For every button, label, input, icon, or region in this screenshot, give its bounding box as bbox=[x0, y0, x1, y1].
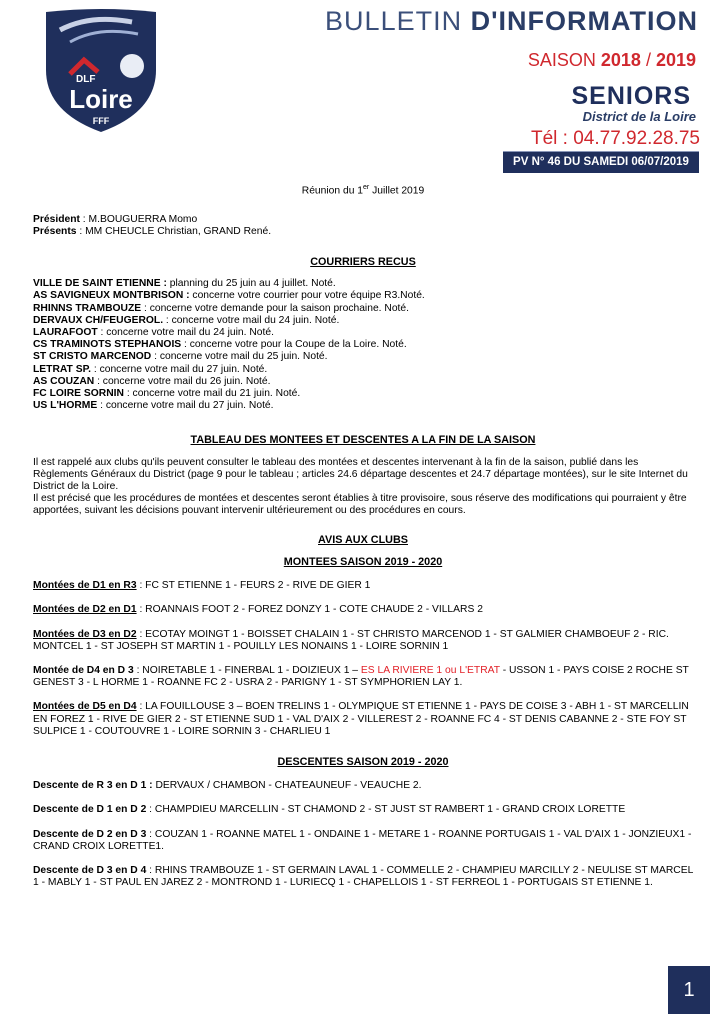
season-sep: / bbox=[640, 50, 656, 70]
avis-title: AVIS AUX CLUBS bbox=[318, 533, 408, 546]
president-line: Président : M.BOUGUERRA Momo bbox=[33, 213, 198, 225]
tableau-paragraph-2: Il est précisé que les procédures de montées et descentes seront établies à titre provisoire, sous réserve des modifications qui pourraient y être apportées, suivant les décisions pouvant intervenir ultérieurement ou des procédures en cours. bbox=[33, 493, 687, 517]
pv-number-band: PV N° 46 DU SAMEDI 06/07/2019 bbox=[503, 151, 699, 173]
courriers-title: COURRIERS RECUS bbox=[310, 256, 416, 269]
list-item: AS COUZAN : concerne votre mail du 26 juin. Noté. bbox=[33, 375, 271, 387]
montees-d2: Montées de D2 en D1 : ROANNAIS FOOT 2 - FOREZ DONZY 1 - COTE CHAUDE 2 - VILLARS 2 bbox=[33, 604, 483, 616]
list-item: AS SAVIGNEUX MONTBRISON : concerne votre courrier pour votre équipe R3.Noté. bbox=[33, 290, 425, 302]
list-item: US L'HORME : concerne votre mail du 27 juin. Noté. bbox=[33, 400, 274, 412]
list-item: FC LOIRE SORNIN : concerne votre mail du 21 juin. Noté. bbox=[33, 388, 301, 400]
bulletin-title bbox=[325, 6, 698, 37]
tableau-paragraph-1: Il est rappelé aux clubs qu'ils peuvent consulter le tableau des montées et descentes intervenant à la fin de la saison, publié dans les Règlements Généraux du District (page 9 pour le tableau ; articles 24.6 départage descentes et 24.7 départage montées), sur le site Internet du District de la Loire. bbox=[33, 456, 688, 493]
list-item: CS TRAMINOTS STEPHANOIS : concerne votre pour la Coupe de la Loire. Noté. bbox=[33, 339, 407, 351]
meeting-date: Réunion du 1er Juillet 2019 bbox=[301, 184, 425, 197]
district-logo bbox=[40, 8, 162, 134]
list-item: LETRAT SP. : concerne votre mail du 27 juin. Noté. bbox=[33, 363, 268, 375]
phone-number: Tél : 04.77.92.28.75 bbox=[530, 128, 700, 149]
montees-d1: Montées de D1 en R3 : FC ST ETIENNE 1 - FEURS 2 - RIVE DE GIER 1 bbox=[33, 580, 371, 592]
logo-text-bottom: FFF bbox=[92, 116, 110, 126]
title-bold: D'INFORMATION bbox=[470, 6, 698, 36]
montees-d4: Montée de D4 en D 3 : NOIRETABLE 1 - FINERBAL 1 - DOIZIEUX 1 – ES LA RIVIERE 1 ou L'ETRAT - USSON 1 - PAYS COISE 2 ROCHE ST GENEST 3 - L HORME 1 - ROANNE FC 2 - USRA 2 - PARIGNY 1 - ST SYMPHORIEN LAY 1. bbox=[33, 664, 689, 689]
descentes-d3: Descente de D 3 en D 4 : RHINS TRAMBOUZE 1 - ST GERMAIN LAVAL 1 - COMMELLE 2 - CHAMPIEU MARCILLY 2 - NEULISE ST MARCEL 1 - MABLY 1 - ST PAUL EN JAREZ 2 - MONTROND 1 - LURIECQ 1 - CHAPELLOIS 1 - ST FERREOL 1 - PORTUGAIS ST ETIENNE 1. bbox=[33, 864, 693, 889]
descentes-r3: Descente de R 3 en D 1 : DERVAUX / CHAMBON - CHATEAUNEUF - VEAUCHE 2. bbox=[33, 780, 422, 792]
tableau-title: TABLEAU DES MONTEES ET DESCENTES A LA FIN DE LA SAISON bbox=[190, 434, 536, 447]
season-year-1: 2018 bbox=[600, 50, 641, 70]
logo-text-main: Loire bbox=[69, 84, 133, 114]
descentes-d2: Descente de D 2 en D 3 : COUZAN 1 - ROANNE MATEL 1 - ONDAINE 1 - METARE 1 - ROANNE PORTUGAIS 1 - VAL D'AIX 1 - JONZIEUX1 - CRAND CROIX LORETTE1. bbox=[33, 828, 692, 852]
courriers-list bbox=[33, 278, 693, 412]
district-name: District de la Loire bbox=[582, 109, 696, 124]
season-label bbox=[528, 50, 696, 71]
season-prefix: SAISON bbox=[527, 50, 601, 70]
header-divider bbox=[503, 151, 699, 152]
list-item: ST CRISTO MARCENOD : concerne votre mail du 25 juin. Noté. bbox=[33, 351, 328, 363]
descentes-d1: Descente de D 1 en D 2 : CHAMPDIEU MARCELLIN - ST CHAMOND 2 - ST JUST ST RAMBERT 1 - GRAND CROIX LORETTE bbox=[33, 804, 626, 816]
list-item: DERVAUX CH/FEUGEROL. : concerne votre mail du 24 juin. Noté. bbox=[33, 314, 340, 326]
descentes-title: DESCENTES SAISON 2019 - 2020 bbox=[277, 755, 449, 768]
page-number: 1 bbox=[668, 966, 710, 1014]
montees-d3: Montées de D3 en D2 : ECOTAY MOINGT 1 - BOISSET CHALAIN 1 - ST CHRISTO MARCENOD 1 - ST GALMIER CHAMBOEUF 2 - RIC. MONTCEL 1 - ST JOSEPH ST MARTIN 1 - POUILLY LES NONAINS 1 - LOIRE SORNIN 1 bbox=[33, 628, 669, 652]
document-body bbox=[33, 182, 693, 889]
montees-d5: Montées de D5 en D4 : LA FOUILLOUSE 3 – BOEN TRELINS 1 - OLYMPIQUE ST ETIENNE 1 - PAYS DE COISE 3 - ABH 1 - ST MARCELLIN EN FOREZ 1 - RIVE DE GIER 2 - ST ETIENNE SUD 1 - VAL D'AIX 2 - VILLEREST 2 - ROANNE FC 4 - ST DENIS CABANNE 2 - STE FOY ST SULPICE 1 - COUTOUVRE 1 - LOIRE SORNIN 3 - CHARLIEU 1 bbox=[33, 701, 689, 737]
list-item: VILLE DE SAINT ETIENNE : planning du 25 juin au 4 juillet. Noté. bbox=[33, 278, 336, 290]
montees-title: MONTEES SAISON 2019 - 2020 bbox=[283, 555, 443, 568]
title-light: BULLETIN bbox=[325, 6, 471, 36]
logo-text-top: DLF bbox=[76, 74, 96, 85]
presents-line: Présents : MM CHEUCLE Christian, GRAND René. bbox=[33, 225, 272, 237]
season-year-2: 2019 bbox=[655, 50, 696, 70]
list-item: LAURAFOOT : concerne votre mail du 24 juin. Noté. bbox=[33, 327, 274, 339]
list-item: RHINNS TRAMBOUZE : concerne votre demande pour la saison prochaine. Noté. bbox=[33, 302, 410, 314]
category-seniors: SENIORS bbox=[571, 82, 691, 110]
